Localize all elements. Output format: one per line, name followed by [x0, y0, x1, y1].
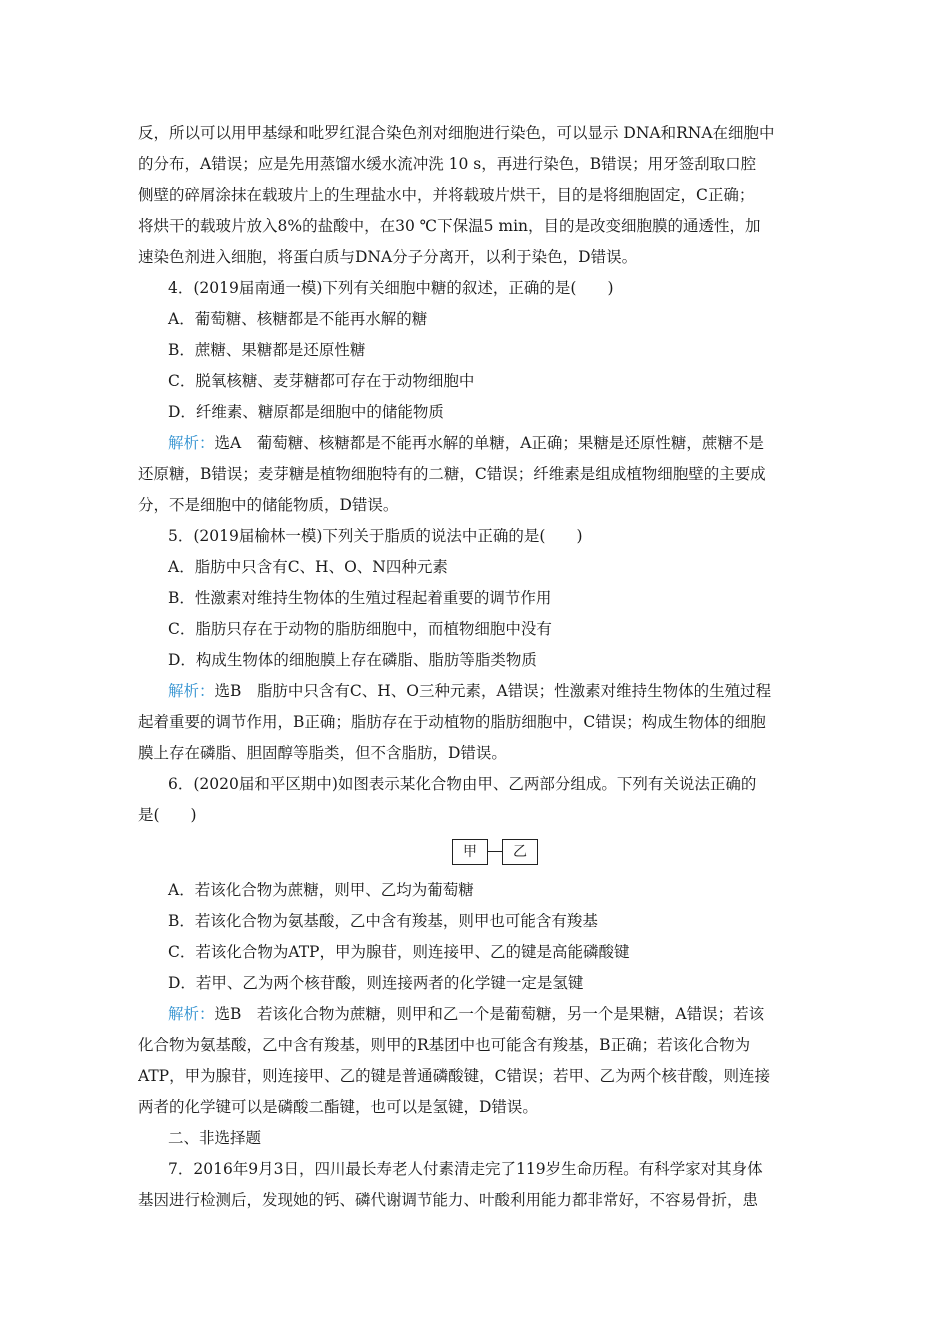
- analysis-line: 反，所以可以用甲基绿和吡罗红混合染色剂对细胞进行染色，可以显示 DNA和RNA在细胞中: [138, 124, 775, 142]
- question-5-analysis-line: 膜上存在磷脂、胆固醇等脂类，但不含脂肪，D错误。: [138, 744, 507, 762]
- question-6-analysis-line: 化合物为氨基酸，乙中含有羧基，则甲的R基团中也可能含有羧基，B正确；若该化合物为: [138, 1036, 751, 1054]
- question-4-stem: 4．(2019届南通一模)下列有关细胞中糖的叙述，正确的是( ): [168, 279, 614, 297]
- question-5-option-b: B．性激素对维持生物体的生殖过程起着重要的调节作用: [168, 589, 552, 607]
- question-6-analysis-line: 两者的化学键可以是磷酸二酯键，也可以是氢键，D错误。: [138, 1098, 538, 1116]
- document-page: [138, 118, 814, 1216]
- question-6-stem: 6．(2020届和平区期中)如图表示某化合物由甲、乙两部分组成。下列有关说法正确的: [168, 775, 757, 793]
- question-7-stem-continued: 基因进行检测后，发现她的钙、磷代谢调节能力、叶酸利用能力都非常好，不容易骨折，患: [138, 1191, 759, 1209]
- analysis-text: 选B 脂肪中只含有C、H、O三种元素，A错误；性激素对维持生物体的生殖过程: [214, 682, 772, 700]
- question-5-analysis: [138, 676, 814, 707]
- question-6-option-a: A．若该化合物为蔗糖，则甲、乙均为葡萄糖: [168, 881, 474, 899]
- analysis-text: 选A 葡萄糖、核糖都是不能再水解的单糖，A正确；果糖是还原性糖，蔗糖不是: [214, 434, 764, 452]
- analysis-line: 将烘干的载玻片放入8%的盐酸中，在30 ℃下保温5 min，目的是改变细胞膜的通透性，加: [138, 217, 761, 235]
- analysis-line: 速染色剂进入细胞，将蛋白质与DNA分子分离开，以利于染色，D错误。: [138, 248, 638, 266]
- diagram-connector: [488, 851, 502, 852]
- compound-diagram: [138, 833, 814, 875]
- question-4-option-d: D．纤维素、糖原都是细胞中的储能物质: [168, 403, 444, 421]
- analysis-label: 解析：: [168, 1005, 215, 1023]
- analysis-line: 的分布，A错误；应是先用蒸馏水缓水流冲洗 10 s，再进行染色，B错误；用牙签刮取口腔: [138, 155, 757, 173]
- question-4-option-a: A．葡萄糖、核糖都是不能再水解的糖: [168, 310, 428, 328]
- question-6-option-b: B．若该化合物为氨基酸，乙中含有羧基，则甲也可能含有羧基: [168, 912, 598, 930]
- analysis-label: 解析：: [168, 682, 215, 700]
- analysis-text: 选B 若该化合物为蔗糖，则甲和乙一个是葡萄糖，另一个是果糖，A错误；若该: [214, 1005, 765, 1023]
- question-6-option-c: C．若该化合物为ATP，甲为腺苷，则连接甲、乙的键是高能磷酸键: [168, 943, 630, 961]
- question-4-analysis: [138, 428, 814, 459]
- question-4-option-c: C．脱氧核糖、麦芽糖都可存在于动物细胞中: [168, 372, 475, 390]
- diagram-box-right: 乙: [502, 839, 538, 865]
- question-4-analysis-line: 分，不是细胞中的储能物质，D错误。: [138, 496, 399, 514]
- section-title: 二、非选择题: [168, 1129, 262, 1147]
- question-5-analysis-line: 起着重要的调节作用，B正确；脂肪存在于动植物的脂肪细胞中，C错误；构成生物体的细胞: [138, 713, 766, 731]
- question-6-stem-continued: 是( ): [138, 806, 197, 824]
- question-6-option-d: D．若甲、乙为两个核苷酸，则连接两者的化学键一定是氢键: [168, 974, 584, 992]
- diagram-box-left: 甲: [452, 839, 488, 865]
- question-5-option-c: C．脂肪只存在于动物的脂肪细胞中，而植物细胞中没有: [168, 620, 552, 638]
- question-7-stem: 7．2016年9月3日，四川最长寿老人付素清走完了119岁生命历程。有科学家对其身体: [168, 1160, 763, 1178]
- question-5-option-d: D．构成生物体的细胞膜上存在磷脂、脂肪等脂类物质: [168, 651, 537, 669]
- analysis-line: 侧壁的碎屑涂抹在载玻片上的生理盐水中，并将载玻片烘干，目的是将细胞固定，C正确；: [138, 186, 755, 204]
- analysis-label: 解析：: [168, 434, 215, 452]
- question-5-option-a: A．脂肪中只含有C、H、O、N四种元素: [168, 558, 448, 576]
- question-4-option-b: B．蔗糖、果糖都是还原性糖: [168, 341, 366, 359]
- question-6-analysis-line: ATP，甲为腺苷，则连接甲、乙的键是普通磷酸键，C错误；若甲、乙为两个核苷酸，则连接: [138, 1067, 770, 1085]
- question-6-analysis: [138, 999, 814, 1030]
- question-5-stem: 5．(2019届榆林一模)下列关于脂质的说法中正确的是( ): [168, 527, 583, 545]
- question-4-analysis-line: 还原糖，B错误；麦芽糖是植物细胞特有的二糖，C错误；纤维素是组成植物细胞壁的主要成: [138, 465, 766, 483]
